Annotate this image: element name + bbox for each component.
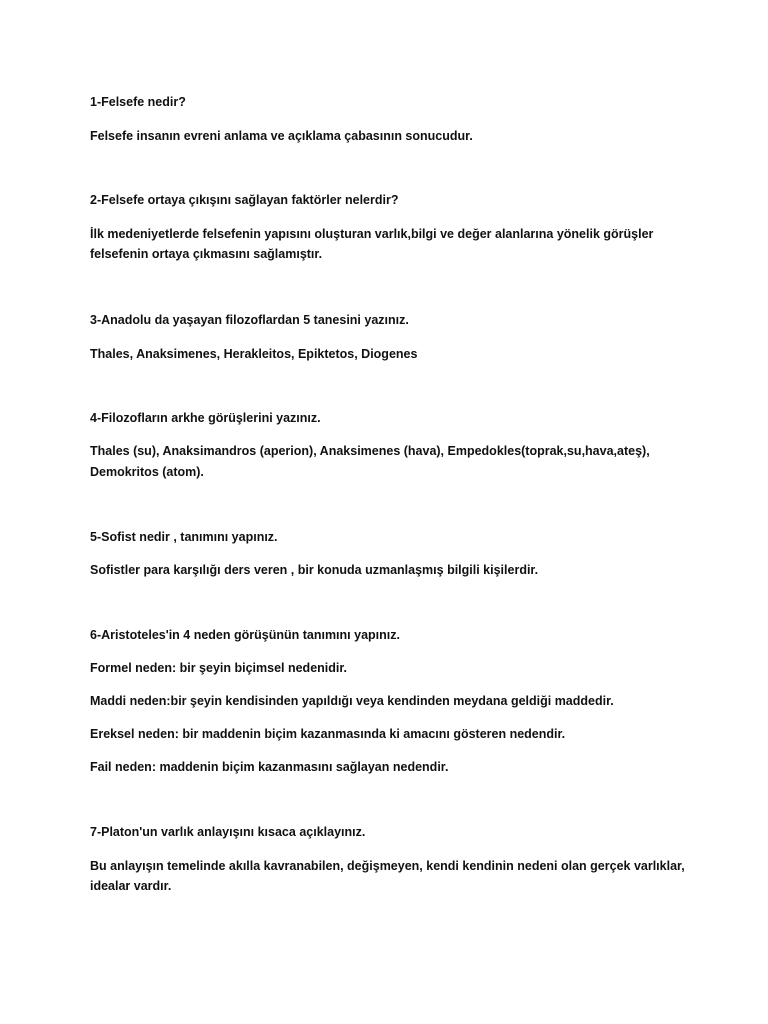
question-4: 4-Filozofların arkhe görüşlerini yazınız.	[90, 411, 321, 425]
question-1: 1-Felsefe nedir?	[90, 95, 186, 109]
question-6: 6-Aristoteles'in 4 neden görüşünün tanımını yapınız.	[90, 628, 400, 642]
answer-2-line-2: felsefenin ortaya çıkmasını sağlamıştır.	[90, 247, 323, 261]
answer-1: Felsefe insanın evreni anlama ve açıklama çabasının sonucudur.	[90, 129, 473, 143]
answer-4-line-2: Demokritos (atom).	[90, 465, 204, 479]
question-2: 2-Felsefe ortaya çıkışını sağlayan faktörler nelerdir?	[90, 193, 399, 207]
question-7: 7-Platon'un varlık anlayışını kısaca açıklayınız.	[90, 825, 366, 839]
answer-2-line-1: İlk medeniyetlerde felsefenin yapısını oluşturan varlık,bilgi ve değer alanlarına yönelik görüşler	[90, 227, 654, 241]
question-3: 3-Anadolu da yaşayan filozoflardan 5 tanesini yazınız.	[90, 313, 409, 327]
answer-6-formel: Formel neden: bir şeyin biçimsel nedenidir.	[90, 661, 348, 675]
answer-5: Sofistler para karşılığı ders veren , bir konuda uzmanlaşmış bilgili kişilerdir.	[90, 563, 539, 577]
answer-6-ereksel: Ereksel neden: bir maddenin biçim kazanmasında ki amacını gösteren nedendir.	[90, 727, 566, 741]
answer-3: Thales, Anaksimenes, Herakleitos, Epiktetos, Diogenes	[90, 347, 418, 361]
answer-7-line-2: idealar vardır.	[90, 879, 172, 893]
answer-7-line-1: Bu anlayışın temelinde akılla kavranabilen, değişmeyen, kendi kendinin nedeni olan gerçek varlıklar,	[90, 859, 685, 873]
answer-6-fail: Fail neden: maddenin biçim kazanmasını sağlayan nedendir.	[90, 760, 449, 774]
answer-4-line-1: Thales (su), Anaksimandros (aperion), Anaksimenes (hava), Empedokles(toprak,su,hava,ateş),	[90, 444, 650, 458]
question-5: 5-Sofist nedir , tanımını yapınız.	[90, 530, 278, 544]
answer-6-maddi: Maddi neden:bir şeyin kendisinden yapıldığı veya kendinden meydana geldiği maddedir.	[90, 694, 614, 708]
